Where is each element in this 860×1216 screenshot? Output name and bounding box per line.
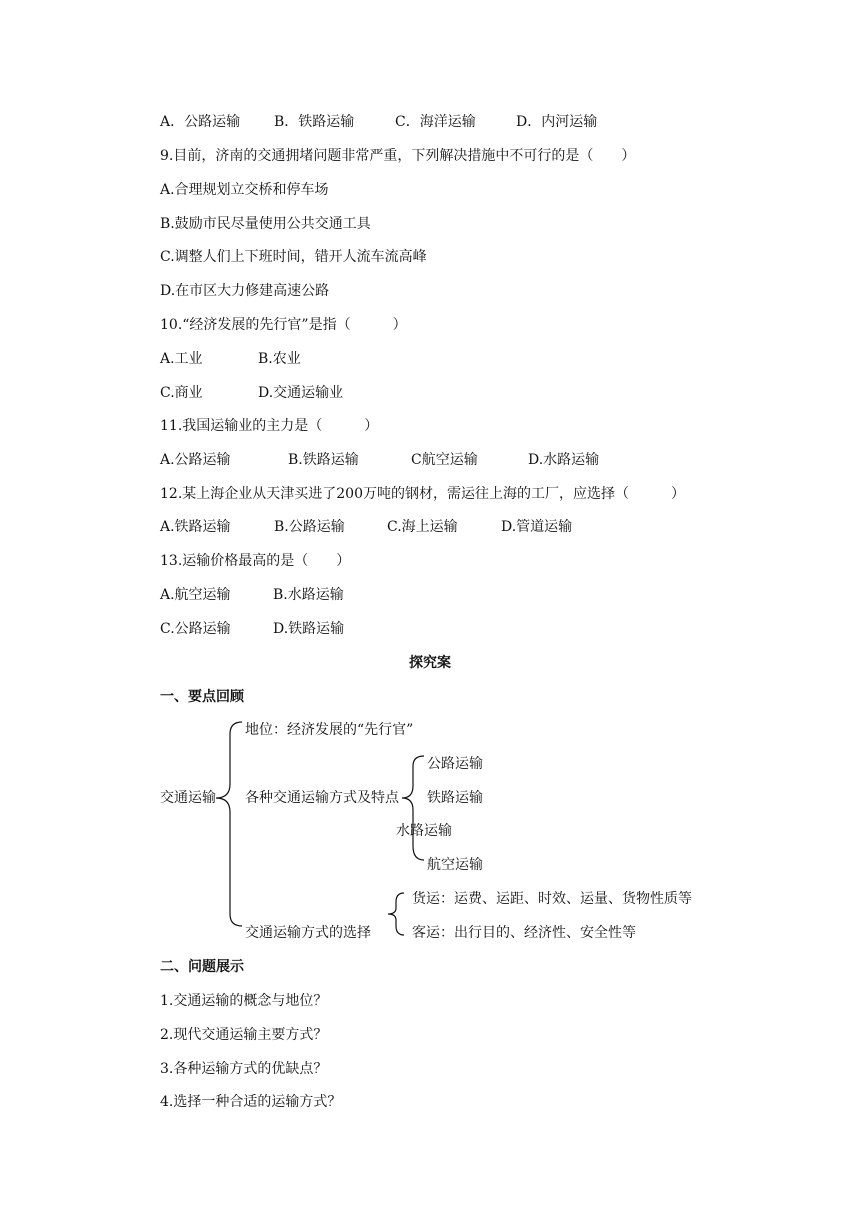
problems-heading: 二、问题展示 xyxy=(160,959,244,975)
q13-stem: 13.运输价格最高的是（ ） xyxy=(160,553,351,569)
q10-option-d: D.交通运输业 xyxy=(258,385,344,401)
q10-option-c: C.商业 xyxy=(160,385,203,401)
mindmap-root: 交通运输 xyxy=(160,790,216,806)
q11-option-b: B.铁路运输 xyxy=(288,452,359,468)
q13-option-d: D.铁路运输 xyxy=(273,621,345,637)
q8-option-d: D．内河运输 xyxy=(516,114,598,130)
q8-option-c: C．海洋运输 xyxy=(395,114,476,130)
q10-stem: 10.“经济发展的先行官”是指（ ） xyxy=(160,317,407,333)
problem-item-4: 4.选择一种合适的运输方式？ xyxy=(160,1094,342,1110)
choice-freight: 货运：运费、运距、时效、运量、货物性质等 xyxy=(412,891,692,907)
mindmap-position: 地位：经济发展的“先行官” xyxy=(245,722,414,738)
q12-stem: 12.某上海企业从天津买进了200万吨的钢材，需运往上海的工厂，应选择（ ） xyxy=(160,486,685,502)
q12-option-c: C.海上运输 xyxy=(387,519,458,535)
q10-option-b: B.农业 xyxy=(258,351,301,367)
q9-option-a: A.合理规划立交桥和停车场 xyxy=(160,182,329,198)
q11-stem: 11.我国运输业的主力是（ ） xyxy=(160,418,379,434)
q12-option-b: B.公路运输 xyxy=(274,519,345,535)
choice-passenger: 客运：出行目的、经济性、安全性等 xyxy=(412,925,636,941)
mode-road: 公路运输 xyxy=(427,756,483,772)
q11-option-d: D.水路运输 xyxy=(528,452,600,468)
mindmap-modes-label: 各种交通运输方式及特点 xyxy=(245,790,399,806)
problem-item-2: 2.现代交通运输主要方式？ xyxy=(160,1027,328,1043)
problem-item-3: 3.各种运输方式的优缺点？ xyxy=(160,1061,328,1077)
problem-item-1: 1.交通运输的概念与地位？ xyxy=(160,993,328,1009)
section-title: 探究案 xyxy=(409,655,451,671)
q13-option-b: B.水路运输 xyxy=(273,587,344,603)
mindmap-choice-label: 交通运输方式的选择 xyxy=(245,925,371,941)
q8-option-a: A．公路运输 xyxy=(160,114,241,130)
q8-option-b: B．铁路运输 xyxy=(274,114,355,130)
choice-brace xyxy=(388,893,404,935)
mode-water: 水路运输 xyxy=(396,823,452,839)
mode-rail: 铁路运输 xyxy=(427,790,483,806)
q10-option-a: A.工业 xyxy=(160,351,203,367)
mode-air: 航空运输 xyxy=(427,857,483,873)
review-heading: 一、要点回顾 xyxy=(160,689,244,705)
modes-brace xyxy=(402,756,424,860)
q12-option-a: A.铁路运输 xyxy=(160,519,231,535)
q9-option-c: C.调整人们上下班时间，错开人流车流高峰 xyxy=(160,249,427,265)
q11-option-c: C航空运输 xyxy=(411,452,478,468)
q13-option-a: A.航空运输 xyxy=(160,587,231,603)
main-brace xyxy=(216,722,242,926)
q9-option-d: D.在市区大力修建高速公路 xyxy=(160,283,330,299)
q12-option-d: D.管道运输 xyxy=(501,519,573,535)
q9-option-b: B.鼓励市民尽量使用公共交通工具 xyxy=(160,216,371,232)
q11-option-a: A.公路运输 xyxy=(160,452,231,468)
q13-option-c: C.公路运输 xyxy=(160,621,231,637)
q9-stem: 9.目前，济南的交通拥堵问题非常严重，下列解决措施中不可行的是（ ） xyxy=(160,148,636,164)
